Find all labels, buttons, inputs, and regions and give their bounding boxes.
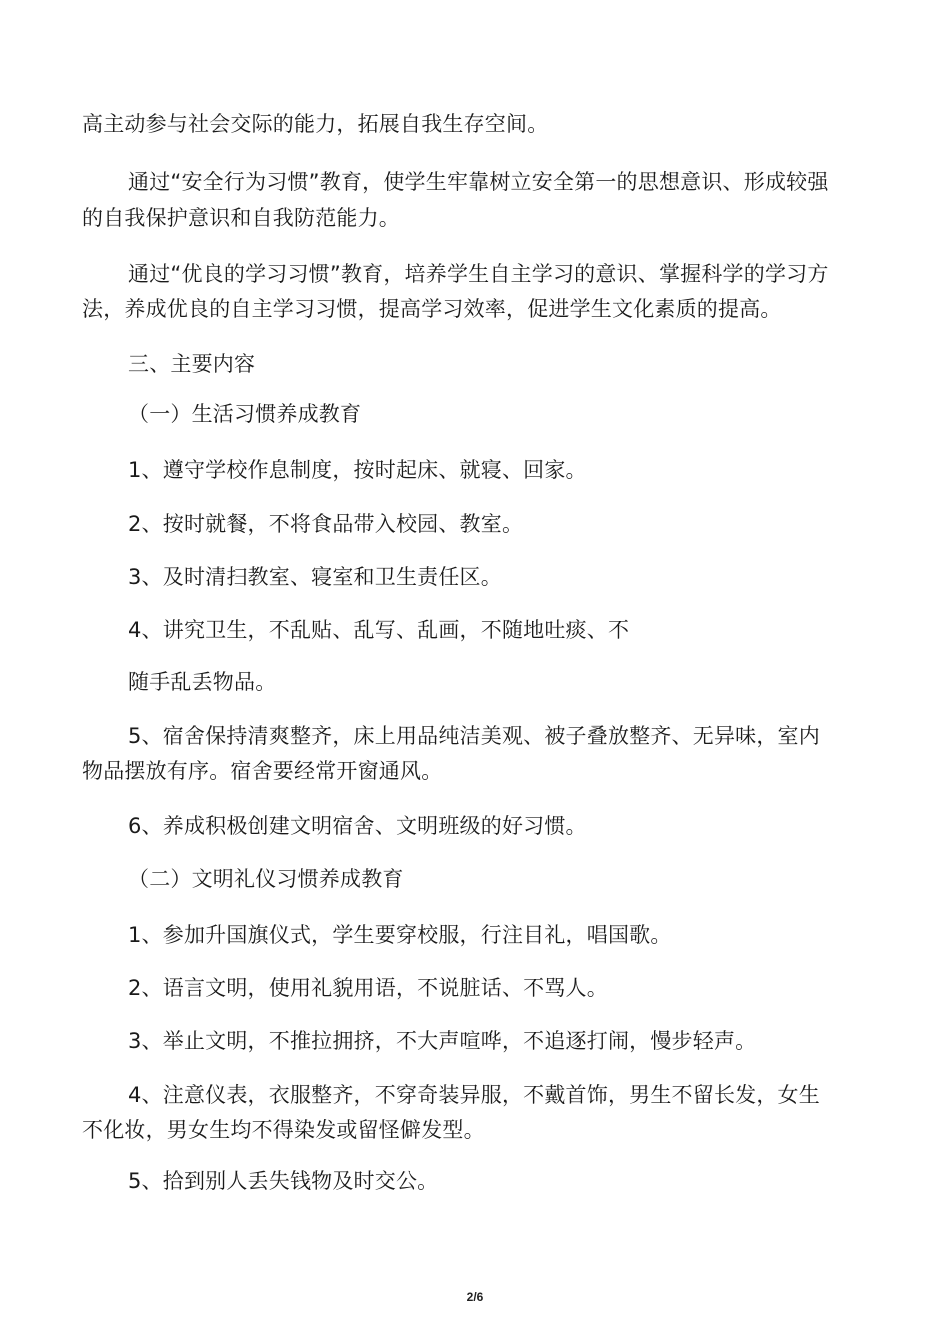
- page-number: 2/6: [466, 1290, 484, 1304]
- paragraph-line: 通过“安全行为习惯”教育，使学生牢靠树立安全第一的思想意识、形成较强: [128, 170, 829, 194]
- paragraph-line: 法，养成优良的自主学习习惯，提高学习效率，促进学生文化素质的提高。: [82, 297, 782, 321]
- subsection-heading: （一）生活习惯养成教育: [128, 402, 362, 426]
- list-item: 6、养成积极创建文明宿舍、文明班级的好习惯。: [128, 814, 587, 838]
- list-item: 4、讲究卫生，不乱贴、乱写、乱画，不随地吐痰、不: [128, 618, 630, 642]
- paragraph-line: 的自我保护意识和自我防范能力。: [82, 206, 400, 230]
- list-item: 4、注意仪表，衣服整齐，不穿奇装异服，不戴首饰，男生不留长发，女生: [128, 1083, 820, 1107]
- list-item: 1、遵守学校作息制度，按时起床、就寝、回家。: [128, 458, 587, 482]
- list-item: 2、按时就餐，不将食品带入校园、教室。: [128, 512, 524, 536]
- list-item: 3、举止文明，不推拉拥挤，不大声喧哗，不追逐打闹，慢步轻声。: [128, 1029, 757, 1053]
- paragraph-line: 通过“优良的学习习惯”教育，培养学生自主学习的意识、掌握科学的学习方: [128, 262, 829, 286]
- list-item: 1、参加升国旗仪式，学生要穿校服，行注目礼，唱国歌。: [128, 923, 672, 947]
- subsection-heading: （二）文明礼仪习惯养成教育: [128, 867, 404, 891]
- list-item: 随手乱丢物品。: [128, 670, 277, 694]
- section-heading: 三、主要内容: [128, 352, 256, 376]
- paragraph-line: 高主动参与社会交际的能力，拓展自我生存空间。: [82, 112, 549, 136]
- list-item: 5、拾到别人丢失钱物及时交公。: [128, 1169, 439, 1193]
- list-item: 物品摆放有序。宿舍要经常开窗通风。: [82, 759, 443, 783]
- list-item: 不化妆，男女生均不得染发或留怪僻发型。: [82, 1118, 485, 1142]
- list-item: 3、及时清扫教室、寝室和卫生责任区。: [128, 565, 502, 589]
- list-item: 2、语言文明，使用礼貌用语，不说脏话、不骂人。: [128, 976, 608, 1000]
- list-item: 5、宿舍保持清爽整齐，床上用品纯洁美观、被子叠放整齐、无异味，室内: [128, 724, 820, 748]
